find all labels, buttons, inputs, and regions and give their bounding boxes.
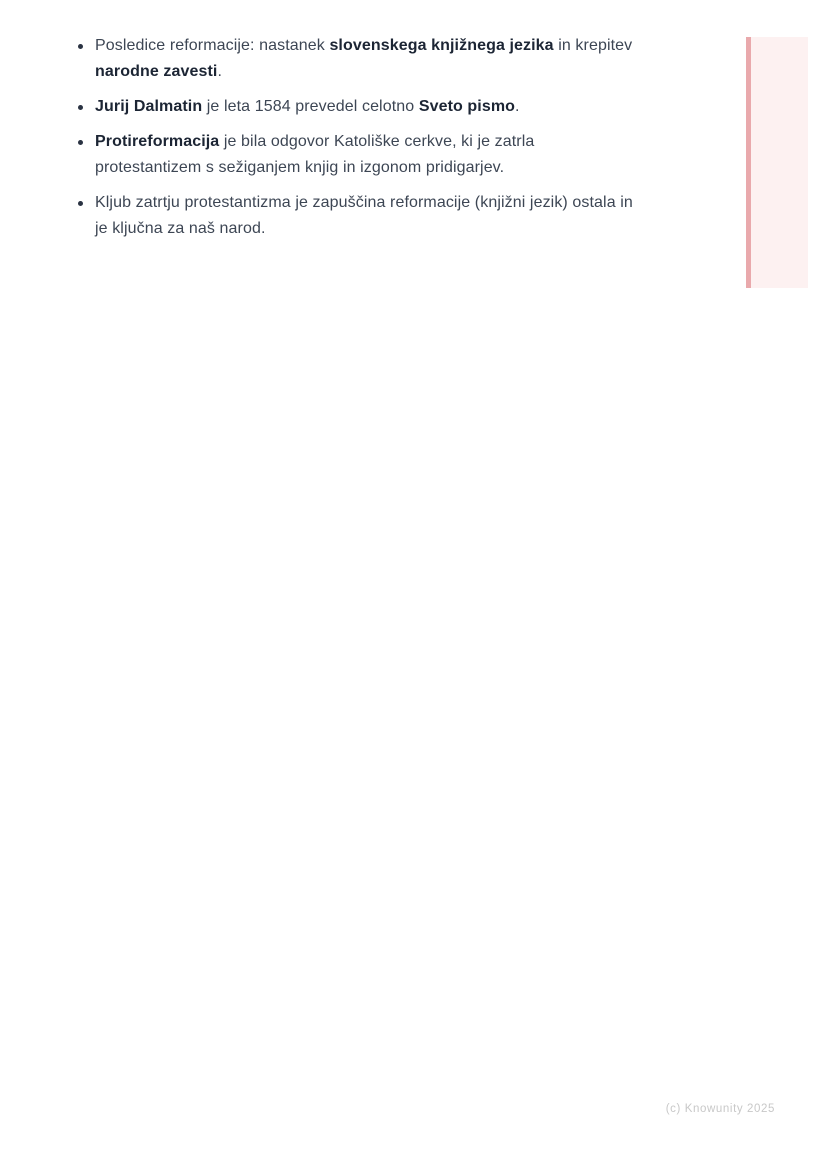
text-segment: .: [217, 63, 222, 80]
list-item: [75, 190, 637, 242]
text-segment: in krepitev: [553, 37, 633, 54]
copyright-text: (c) Knowunity 2025: [665, 1103, 775, 1115]
bold-text-segment: slovenskega knjižnega jezika: [329, 37, 554, 54]
text-segment: Posledice reformacije: nastanek: [95, 37, 330, 54]
list-item: [75, 94, 637, 120]
text-segment: Kljub zatrtju protestantizma je zapuščina reformacije (knjižni jezik) ostala in je ključna za naš narod.: [95, 194, 633, 237]
bold-text-segment: Sveto pismo: [418, 98, 516, 115]
bold-text-segment: narodne zavesti: [95, 63, 218, 80]
bold-text-segment: Jurij Dalmatin: [95, 98, 203, 115]
bold-text-segment: Protireformacija: [95, 133, 220, 150]
highlight-bar: [746, 37, 808, 288]
text-segment: je bila odgovor Katoliške cerkve, ki je zatrla protestantizem s sežiganjem knjig in izgonom pridigarjev.: [95, 133, 535, 176]
list-item: [75, 129, 637, 181]
text-segment: .: [515, 98, 520, 115]
list-item: [75, 33, 637, 85]
text-segment: je leta 1584 prevedel celotno: [202, 98, 419, 115]
notes-bullet-list: [75, 33, 637, 251]
